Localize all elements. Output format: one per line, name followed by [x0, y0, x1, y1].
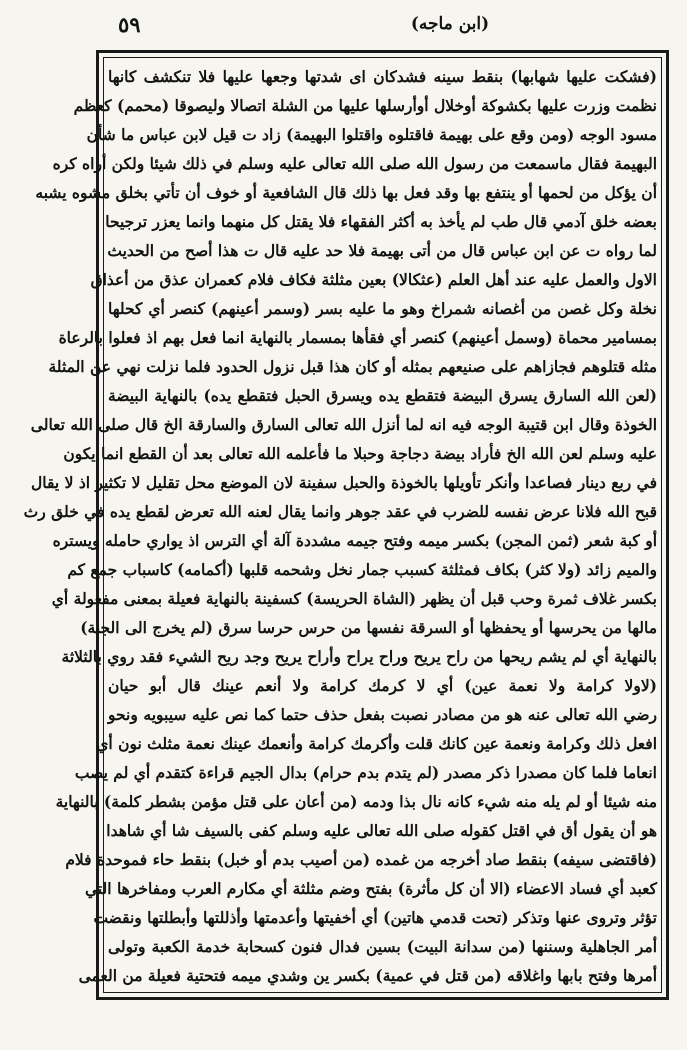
text-line: بكسر غلاف ثمرة وحب قبل أن يظهر (الشاة الحريسة) كسفينة بالنهاية فعيلة بمعنى مفعولة أي	[51, 589, 657, 608]
commentary-text	[23, 62, 657, 986]
text-line: البهيمة فقال ماسمعت من رسول الله صلى الله تعالى عليه وسلم في ذلك شيئا ولكن أراه كره	[52, 154, 657, 173]
text-line: مثله قتلوهم فجازاهم على صنيعهم بمثله أو كان هذا قبل نزول الحدود فلما نزلت نهي عن المثلة	[48, 357, 657, 376]
text-line: في ربع دينار فصاعدا وأنكر تأويلها بالخوذة والحبل سفينة لان الموضع محل تقليل لا تكثير اذ لا يقال	[31, 473, 657, 492]
text-line: بمسامير محماة (وسمل أعينهم) كنصر أي فقأها بمسمار بالنهاية انما فعل بهم اذ فعلوا بالرعاة	[58, 328, 657, 347]
text-line: رضي الله تعالى عنه هو من مصادر نصبت بفعل حذف حتما كما نص عليه سيبويه ونحو	[108, 705, 657, 724]
text-line: نخلة وكل غصن من أغصانه شمراخ وهو ما عليه بسر (وسمر أعينهم) كنصر أي كحلها	[108, 299, 657, 318]
text-line: بعضه خلق آدمي قال طب لم يأخذ به أكثر الفقهاء فلا يقتل كل منهما وانما يعزر ترجيحا	[105, 212, 657, 231]
text-line: أو كبة شعر (ثمن المجن) بكسر ميمه وفتح جيمه مشددة آلة أي الترس اذ يواري حامله ويستره	[52, 531, 657, 550]
text-line: مالها من يحرسها أو يحفظها أو السرقة نفسها من حرس حرسا سرق (لم يخرج الى الجنة)	[80, 618, 657, 637]
text-line: مسود الوجه (ومن وقع على بهيمة فاقتلوه واقتلوا البهيمة) زاد ت قيل لابن عباس ما شأن	[86, 125, 657, 144]
running-title: (ابن ماجه)	[410, 14, 490, 34]
text-line: أن يؤكل من لحمها أو ينتفع بها وقد فعل بها ذلك قال الشافعية أو خوف أن تأتي بخلق مشوه يشبه	[35, 183, 657, 202]
text-line: تؤثر وتروى عنها وتذكر (تحت قدمي هاتين) أي أخفيتها وأعدمتها وأذللتها وأبطلتها ونقضت	[93, 908, 657, 927]
page-header	[0, 0, 687, 52]
text-line: كعبد أي فساد الاعضاء (الا أن كل مأثرة) بفتح وضم مثلثة أي مكارم العرب ومفاخرها التي	[84, 879, 657, 898]
text-line: والميم زائد (ولا كثر) بكاف فمثلثة كسبب جمار نخل وشحمه قلبها (أكمامه) كاسباب جمع كم	[67, 560, 657, 579]
text-line: الاول والعمل عليه عند أهل العلم (عثكالا) بعين مثلثة فكاف فلام كعمران عذق من أعذاق	[90, 270, 657, 289]
text-line: هو أن يقول أق في اقتل كقوله صلى الله تعالى عليه وسلم كفى بالسيف شا أي شاهدا	[106, 821, 657, 840]
page-number: ٥٩	[118, 12, 141, 37]
text-line: (فاقتضى سيفه) بنقط صاد أخرجه من غمده (من أصيب بدم أو خبل) بنقط حاء فموحدة فلام	[65, 850, 657, 869]
text-line: نظمت وزرت عليها بكشوكة أوخلال أوأرسلها عليها من الشلة اتصالا وليصوقا (محمم) كعظم	[73, 96, 657, 115]
text-line: (لعن الله السارق يسرق البيضة فتقطع يده ويسرق الحبل فتقطع يده) بالنهاية البيضة	[108, 386, 657, 405]
text-line: افعل ذلك وكرامة ونعمة عين كانك قلت وأكرمك كرامة وأنعمك عينك نعمة مثلث نون أي	[96, 734, 657, 753]
text-line: (لاولا كرامة ولا نعمة عين) أي لا كرمك كرامة ولا أنعم عينك قال أبو حيان	[108, 676, 657, 695]
text-line: قبح الله فلانا عرض نفسه للضرب في عقد جوهر وانما يقال لعنه الله تعرض لقطع يده في خلق رث	[23, 502, 657, 521]
text-line: انعاما فلما كان مصدرا ذكر مصدر (لم يتدم بدم حرام) بدال الجيم قراءة كتقدم أي لم يصب	[74, 763, 657, 782]
text-line: عليه وسلم لعن الله الخ فأراد بيضة دجاجة وحبلا ما فأعلمه الله تعالى بعد أن القطع انما يكون	[63, 444, 657, 463]
text-line: بالنهاية أي لم يشم ريحها من راح يريح وراح يراح وأراح يريح وجد ريح الشيء فقد روي بالثلاثة	[61, 647, 657, 666]
text-line: لما رواه ت عن ابن عباس قال من أتى بهيمة فلا حد عليه قال ت هذا أصح من الحديث	[107, 241, 657, 260]
text-line: الخوذة وقال ابن قتيبة الوجه فيه انه لما أنزل الله تعالى السارق والسارقة الخ قال صلى الله تعالى	[30, 415, 657, 434]
text-line: أمر الجاهلية وسننها (من سدانة البيت) بسين فدال فنون كسحابة خدمة الكعبة وتولى	[108, 937, 657, 956]
text-line: أمرها وفتح بابها واغلاقه (من قتل في عمية) بكسر ين وشدي ميمه فتحتية فعيلة من العمى	[78, 966, 657, 985]
text-line: منه شيئا أو لم يله منه شيء كانه نال بذا ودمه (من أعان على قتل مؤمن بشطر كلمة) بالنهاية	[55, 792, 657, 811]
text-line: (فشكت عليها شهابها) بنقط سينه فشدكان اى شدتها وجعها عليها فلا تنكشف كانها	[108, 67, 657, 86]
